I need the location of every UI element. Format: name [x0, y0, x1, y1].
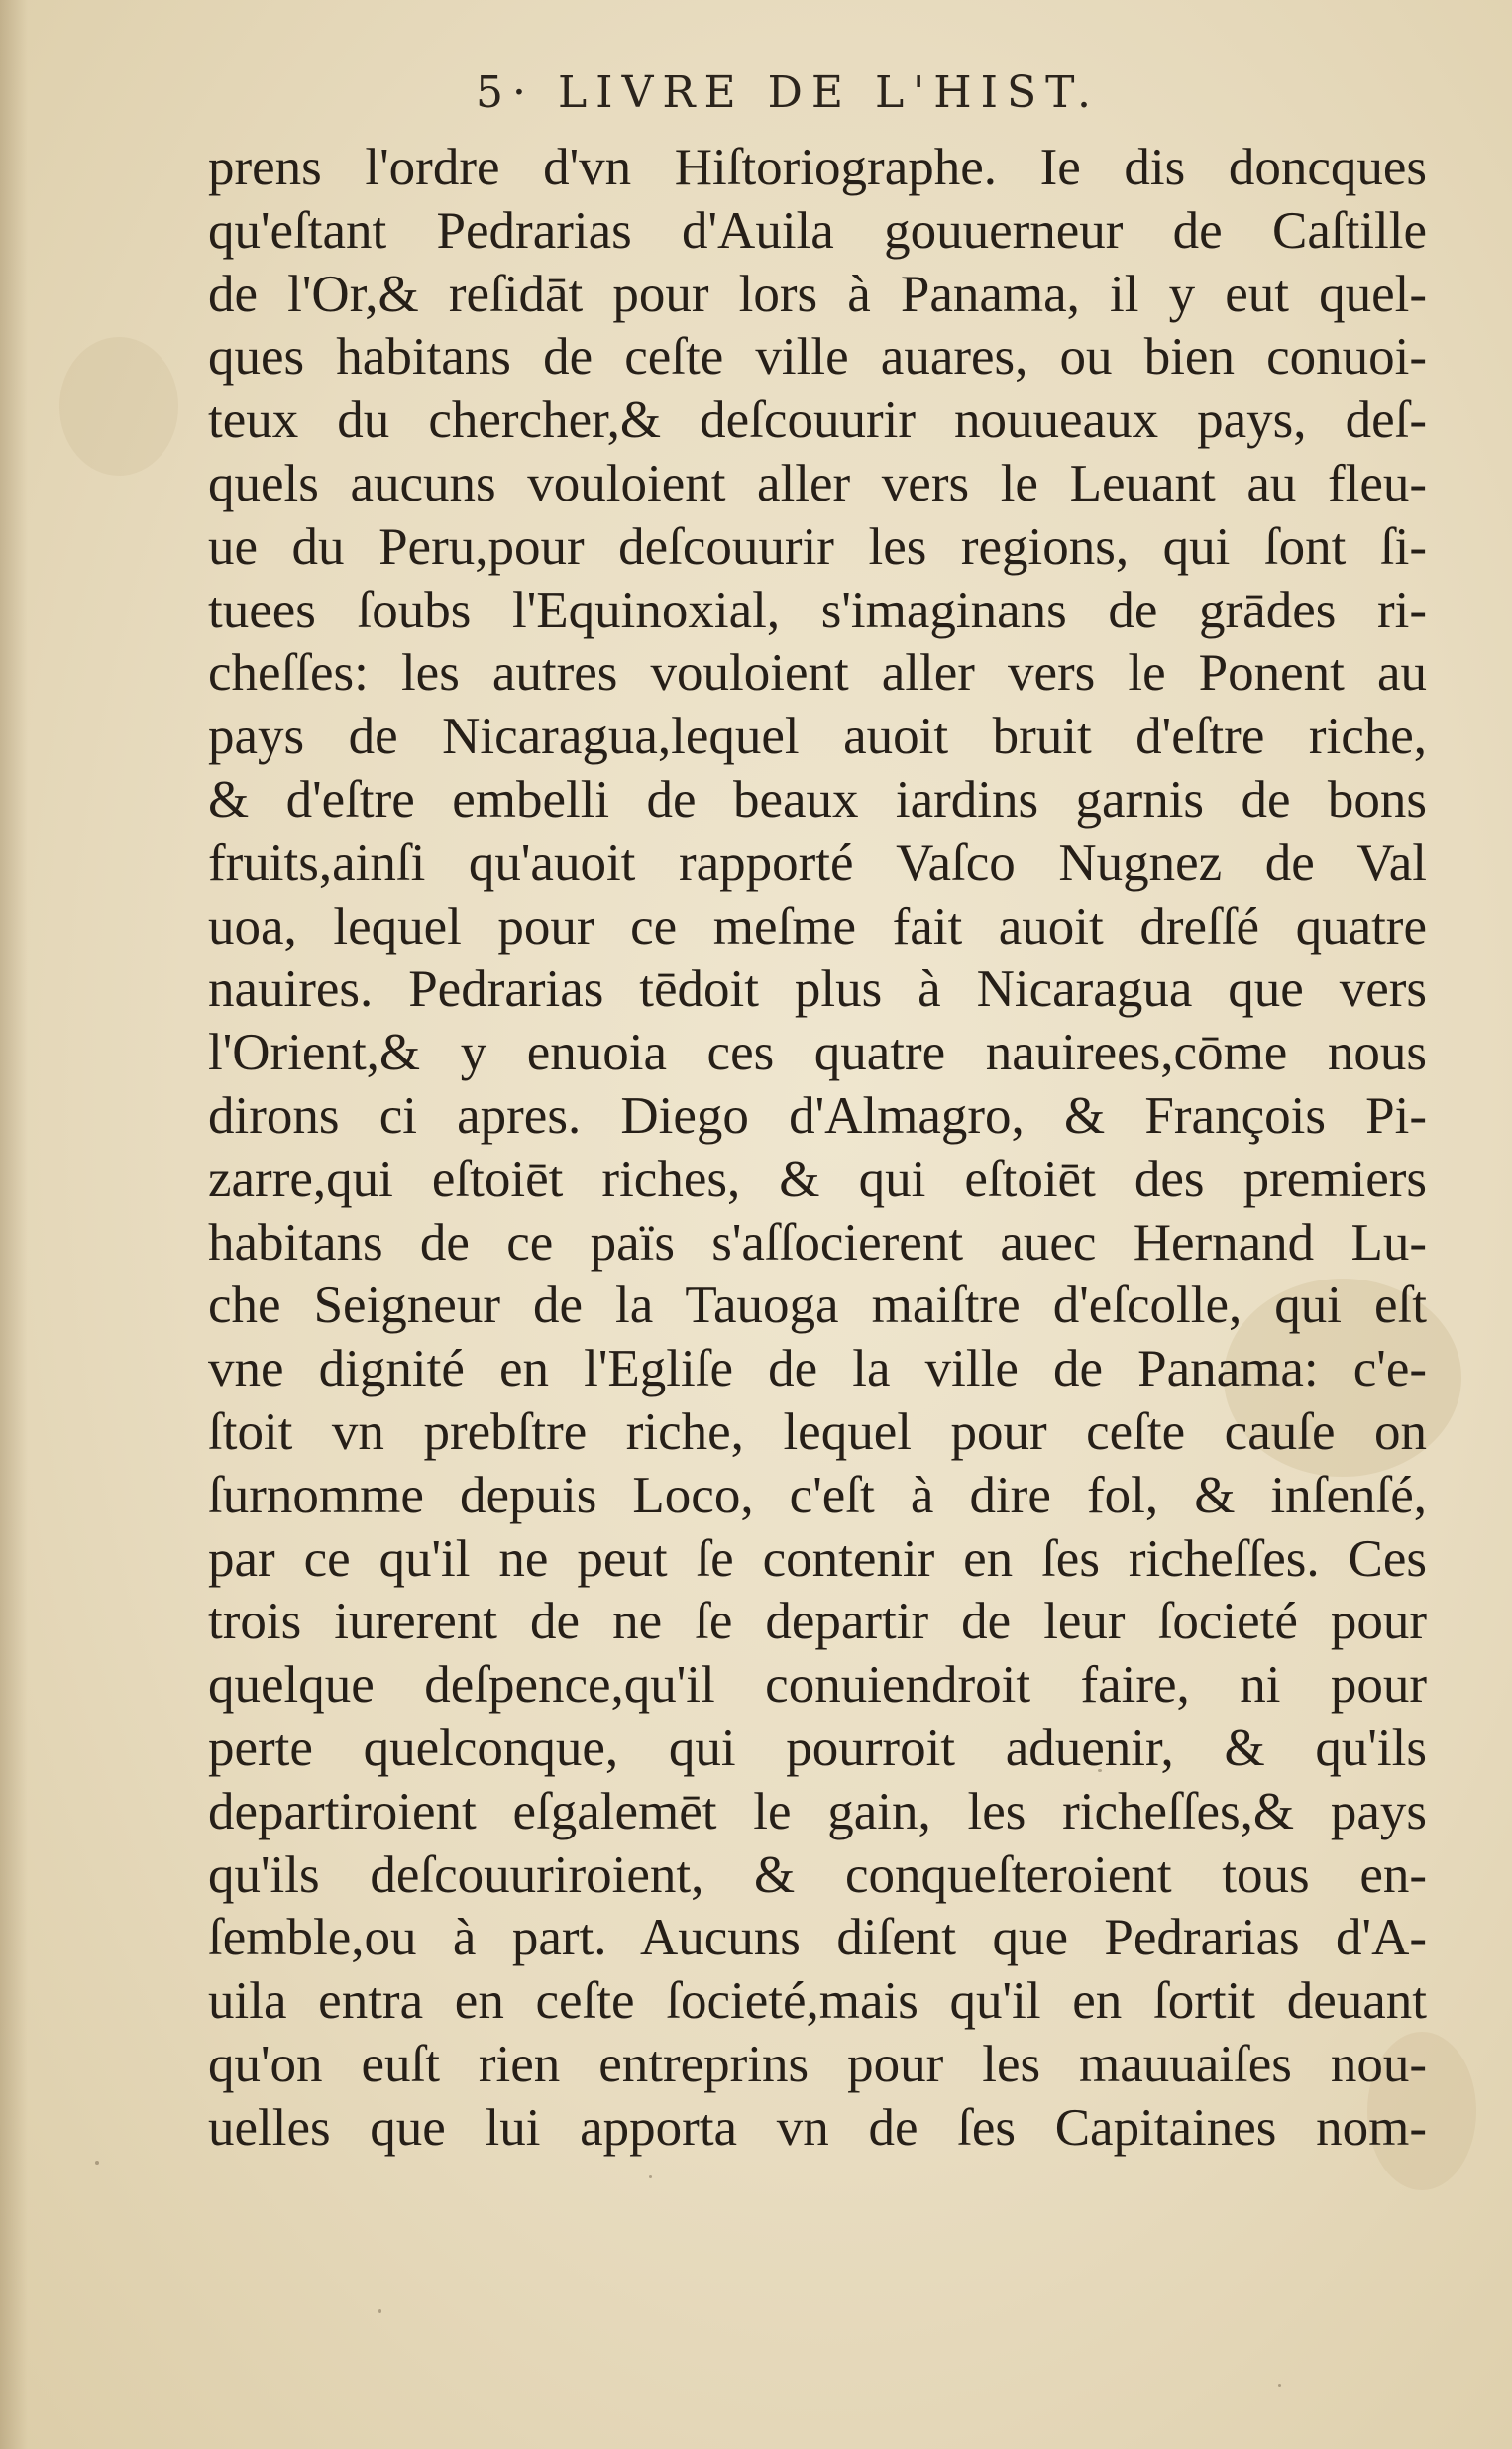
text-line: fruits,ainſi qu'auoit rapporté Vaſco Nugnez de Val	[208, 834, 1427, 892]
text-line: dirons ci apres. Diego d'Almagro, & François Pi-	[208, 1086, 1427, 1145]
text-line: qu'ils deſcouuriroient, & conqueſteroient tous en-	[208, 1845, 1427, 1904]
text-line: de l'Or,& reſidāt pour lors à Panama, il y eut quel-	[208, 265, 1427, 323]
page-gutter-shadow	[0, 0, 28, 2449]
text-line: tuees ſoubs l'Equinoxial, s'imaginans de grādes ri-	[208, 581, 1427, 639]
text-line: par ce qu'il ne peut ſe contenir en ſes richeſſes. Ces	[208, 1529, 1427, 1588]
text-line: prens l'ordre d'vn Hiſtoriographe. Ie dis doncques	[208, 139, 1427, 196]
text-line: uoa, lequel pour ce meſme fait auoit dreſſé quatre	[208, 897, 1427, 955]
text-line: quels aucuns vouloient aller vers le Leuant au fleu-	[208, 454, 1427, 512]
text-line: ſtoit vn prebſtre riche, lequel pour ceſte cauſe on	[208, 1402, 1427, 1461]
text-line: zarre,qui eſtoiēt riches, & qui eſtoiēt des premiers	[208, 1150, 1427, 1208]
running-head: 5· LIVRE DE L'HIST.	[476, 67, 1101, 118]
foxing-stain	[59, 337, 178, 476]
text-line: ſurnomme depuis Loco, c'eſt à dire fol, & inſenſé,	[208, 1466, 1427, 1524]
text-line: trois iurerent de ne ſe departir de leur ſocieté pour	[208, 1593, 1427, 1651]
body-text	[208, 137, 1427, 2161]
text-line: perte quelconque, qui pourroit aduenir, & qu'ils	[208, 1719, 1427, 1777]
text-line: l'Orient,& y enuoia ces quatre nauirees,cōme nous	[208, 1024, 1427, 1082]
text-line: quelque deſpence,qu'il conuiendroit faire, ni pour	[208, 1656, 1427, 1715]
text-line: vne dignité en l'Egliſe de la ville de Panama: c'e-	[208, 1340, 1427, 1398]
text-line: pays de Nicaragua,lequel auoit bruit d'eſtre riche,	[208, 708, 1427, 766]
text-line: ſemble,ou à part. Aucuns diſent que Pedrarias d'A-	[208, 1909, 1427, 1967]
text-line: che Seigneur de la Tauoga maiſtre d'eſcolle, qui eſt	[208, 1277, 1427, 1335]
text-line: nauires. Pedrarias tēdoit plus à Nicaragua que vers	[208, 960, 1427, 1019]
text-line: qu'on euſt rien entreprins pour les mauuaiſes nou-	[208, 2035, 1427, 2093]
text-line: ques habitans de ceſte ville auares, ou bien conuoi-	[208, 328, 1427, 387]
text-line: ue du Peru,pour deſcouurir les regions, qui ſont ſi-	[208, 517, 1427, 576]
text-line: uila entra en ceſte ſocieté,mais qu'il en ſortit deuant	[208, 1972, 1427, 2031]
text-line: & d'eſtre embelli de beaux iardins garnis de bons	[208, 770, 1427, 829]
text-line: teux du chercher,& deſcouurir nouueaux pays, deſ-	[208, 391, 1427, 450]
text-line: habitans de ce païs s'aſſocierent auec Hernand Lu-	[208, 1213, 1427, 1272]
text-line: cheſſes: les autres vouloient aller vers le Ponent au	[208, 644, 1427, 703]
text-line: departiroient eſgalemēt le gain, les richeſſes,& pays	[208, 1782, 1427, 1840]
text-line: uelles que lui apporta vn de ſes Capitaines nom-	[208, 2098, 1427, 2157]
text-line: qu'eſtant Pedrarias d'Auila gouuerneur de Caſtille	[208, 201, 1427, 260]
